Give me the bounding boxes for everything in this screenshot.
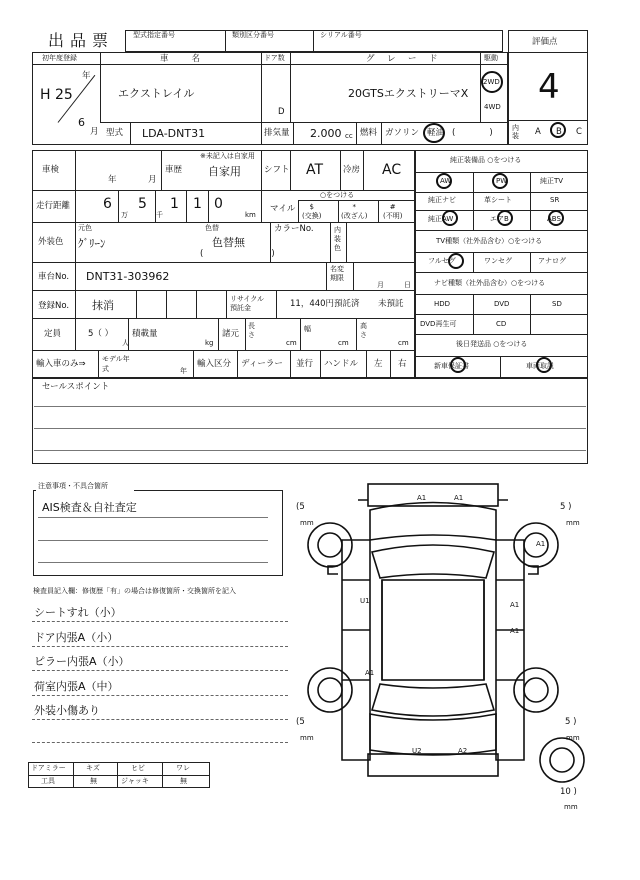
divider [381,122,382,145]
sales-point-label: セールスポイント [42,382,110,392]
spare-mm: mm [564,803,578,811]
grade-value: 20GTSエクストリーマX [348,87,469,100]
divider [161,150,162,190]
tire-rl-mm: mm [300,734,314,742]
roof [382,580,484,680]
rule [32,621,288,622]
tire-fl-value: 5 [299,502,305,512]
month-mark: 月 [377,281,384,289]
divider [353,262,354,290]
left-side [342,540,370,760]
spare-tire [540,738,584,782]
mileage-sen: 千 [156,211,163,219]
recycle-value: 11，440円預託済 [290,299,360,309]
divider [298,200,415,201]
divider [128,318,129,350]
mileage-man: 万 [121,211,128,219]
divider [32,190,415,191]
rule [38,517,268,518]
door-value: D [278,107,285,117]
page-title: 出品票 [48,31,115,50]
rule [32,719,288,720]
divider [298,200,299,222]
tire-rl-value: 5 [299,717,305,727]
navi-cd: CD [496,320,507,328]
divider [473,294,474,334]
mileage-digit-2: 5 [138,196,147,212]
equip-aw-circle [436,173,452,189]
table-tools-value: 無 [90,777,97,785]
handle-label: ハンドル [324,359,359,369]
equip-leather: 革シート [484,196,512,204]
header-ids-box [125,30,503,52]
divider [32,318,415,319]
mile-option-exchange: $ (交換) [302,203,322,220]
color-change-label: 色替 [205,224,219,232]
right-side [496,540,524,760]
divider [162,762,163,788]
divider [261,122,262,145]
divider [245,318,246,350]
divider [530,252,531,272]
equipment-title: 純正装備品 ○をつける [450,156,522,164]
mile-note: ○をつける [320,191,355,199]
divider [415,272,588,273]
shaken-label: 車検 [42,165,60,175]
navi-title: ナビ種類（社外品含む）○をつける [434,279,546,287]
divider [300,318,301,350]
equip-pw-circle [492,173,508,189]
equip-sr: SR [550,196,560,204]
mileage-km: km [245,211,256,219]
rear-hatch [370,714,496,755]
front-left-wheel [308,523,352,567]
navi-dvd: DVD [494,300,510,308]
divider [415,192,588,193]
shift-value: AT [306,162,324,178]
reg-value: 抹消 [92,299,114,312]
divider [276,290,277,318]
interior-color-label: 内装色 [334,226,341,252]
color-value: ｸﾞﾘｰﾝ [78,237,106,250]
windshield [372,545,494,578]
fuel-gasoline: ガソリン [385,128,420,138]
drive-label: 駆動 [484,54,498,62]
equip-airbag: エアB [490,215,509,223]
mark-top-1: A1 [417,494,427,502]
divider [415,294,588,295]
mark-left-front: U1 [360,597,370,605]
rule [38,562,268,563]
divider [226,290,227,318]
rule [34,450,586,451]
divider [32,64,508,65]
model-code-label: 型式 [106,128,124,138]
notes-title: 注意事項・不具合箇所 [38,482,108,490]
tire-rr-depth: 5 ) [565,717,577,727]
dims-label: 諸元 [222,329,240,339]
navi-sd: SD [552,300,562,308]
divider [473,172,474,230]
divider [290,150,291,190]
usage-note: ※未記入は自家用 [200,152,255,160]
divider [378,200,379,222]
divider [193,350,194,378]
divider [415,334,588,335]
mark-right-side-1: A1 [510,601,520,609]
rule [32,742,288,743]
ac-label: 冷房 [343,165,361,175]
divider [530,172,531,230]
rule [32,646,288,647]
divider [366,350,367,378]
sales-point-box [32,378,588,464]
import-parallel: 並行 [296,359,314,369]
divider [480,52,481,122]
later-warranty-circle [450,357,466,373]
rear-right-wheel [514,668,558,712]
divider [261,190,262,222]
later-title: 後日発送品 ○をつける [456,340,528,348]
spare-value: 10 [560,787,571,797]
table-header-mirror: ドアミラー [31,764,66,772]
height-cm: cm [398,339,409,347]
mileage-digit-1: 6 [103,196,112,212]
remark-3: ピラー内張A（小） [34,655,130,668]
kg-label: kg [205,339,214,347]
divider [261,150,262,190]
tire-fr-value: 5 [560,502,566,512]
drive-4wd: 4WD [484,103,501,111]
divider [390,350,391,378]
divider [508,52,588,53]
month-num: 6 [78,116,85,129]
table-tools: 工具 [41,777,55,785]
remark-5: 外装小傷あり [34,704,100,717]
tv-fullseg-circle [448,253,464,269]
import-dealer: ディーラー [241,359,283,369]
mark-bottom-2: A2 [458,747,468,755]
divider [261,52,262,122]
fuel-diesel: 軽油 [427,128,445,138]
divider [326,262,327,290]
shaken-month: 月 [148,175,157,185]
note-line-1: AIS検査＆自社査定 [42,501,137,514]
mileage-label: 走行距離 [36,201,71,211]
chassis-label: 車台No. [38,272,70,282]
mileage-digit-5: 0 [214,196,223,212]
interior-b-circle [550,122,566,138]
divider [134,490,283,491]
later-warranty: 新車保証書 [434,362,469,370]
divider [117,762,118,788]
fuel-label: 燃料 [360,128,378,138]
first-reg-label: 初年度登録 [42,54,77,62]
interior-label: 内装 [512,124,519,140]
spare-depth: 10 ) [560,787,577,797]
divider [73,762,74,788]
fuel-paren: ( ) [452,128,493,138]
divider [32,350,415,351]
score-label: 評価点 [532,37,558,47]
width-cm: cm [338,339,349,347]
rule [32,670,288,671]
divider [100,122,508,123]
length-cm: cm [286,339,297,347]
divider [330,222,331,262]
equip-tv: 純正TV [540,177,564,185]
equip-abs: ABS [547,215,561,223]
model-designation-label: 型式指定番号 [133,31,175,39]
divider [225,30,226,52]
divider [32,262,415,263]
handle-left: 左 [374,359,383,369]
later-manual: 車両取説 [526,362,554,370]
divider [346,222,347,262]
equip-airbag-circle [497,210,513,226]
remark-4: 荷室内張A（中） [34,680,119,693]
later-manual-circle [536,357,552,373]
divider [313,30,314,52]
mileage-digit-3: 1 [170,196,179,212]
tire-fr-depth: 5 ) [560,502,572,512]
divider [320,350,321,378]
divider [415,314,588,315]
equip-genuine-aw: 純正AW [428,215,454,223]
model-code: LDA-DNT31 [142,127,206,140]
mark-right-side-2: A1 [510,627,520,635]
divider [508,120,588,121]
interior-a: A [535,127,541,137]
name-change-label: 名変期限 [330,265,344,282]
rule [34,428,586,429]
import-label: 輸入車のみ⇒ [36,359,86,369]
divider [136,290,137,318]
remark-2: ドア内張A（小） [34,631,119,644]
divider [32,290,415,291]
model-year-label: モデル年式 [102,355,130,373]
inspector-label: 検査員記入欄：修復歴「有」の場合は修復箇所・交換箇所を記入 [33,587,236,595]
first-reg-era: H 25 [40,87,73,103]
color-label: 外装色 [38,237,64,247]
divider [338,200,339,222]
fuel-diesel-circle [423,123,445,143]
divider [415,252,588,253]
mile-option-unknown: # (不明) [383,203,403,220]
interior-b: B [556,127,562,137]
divider [218,318,219,350]
shaken-year: 年 [108,175,117,185]
tire-fl-mm: mm [300,519,314,527]
equip-genuine-aw-circle [442,210,458,226]
rule [34,406,586,407]
tire-fl-depth: (5 [296,502,305,512]
interior-c: C [576,127,582,137]
divider [28,775,210,776]
tv-fullseg: フルセグ [428,257,456,265]
divider [118,190,119,222]
divider [166,290,167,318]
color-change-value: 色替無 [212,236,245,249]
car-diagram [290,470,590,820]
cc-label: cc [345,132,353,140]
rule [38,540,268,541]
tire-fr-mm: mm [566,519,580,527]
divider [75,150,76,350]
mileage-digit-4: 1 [193,196,202,212]
load-label: 積載量 [132,329,158,339]
divider [473,252,474,272]
divider [270,222,271,262]
handle-right: 右 [398,359,407,369]
mark-top-2: A1 [454,494,464,502]
tv-analog: アナログ [538,257,566,265]
shift-label: シフト [264,165,290,175]
table-jack-value: 無 [180,777,187,785]
rear-left-wheel [308,668,352,712]
rule [32,695,288,696]
divider [33,490,36,491]
rear-glass [372,684,494,716]
recycle-label: リサイクル預託金 [230,295,265,312]
ac-value: AC [382,162,402,178]
orig-color-label: 元色 [78,224,92,232]
main-grid-box [32,150,415,378]
tire-rl-depth: (5 [296,717,305,727]
divider [186,190,187,222]
grade-label: グ レ ー ド [366,54,440,64]
class-number-label: 類別区分番号 [232,31,274,39]
hood [370,503,496,541]
divider [340,150,341,190]
displacement-value: 2.000 [310,127,342,140]
tire-rr-mm: mm [566,734,580,742]
chassis-value: DNT31-303962 [86,270,170,283]
serial-number-label: シリアル番号 [320,31,362,39]
table-header-crack: ヒビ [131,764,145,772]
import-type-label: 輸入区分 [197,359,232,369]
divider [32,222,415,223]
navi-dvd-playback: DVD再生可 [420,320,457,328]
door-label: ドア数 [264,54,285,62]
navi-hdd: HDD [434,300,451,308]
reg-label: 登録No. [38,301,70,311]
person-label: 人 [122,339,129,347]
divider [290,52,291,122]
capacity-label: 定員 [44,329,62,339]
divider [415,356,588,357]
table-jack: ジャッキ [121,777,149,785]
color-no-label: カラーNo. [274,224,314,234]
divider [196,290,197,318]
divider [100,52,101,122]
recycle-unpaid: 未預託 [378,299,404,309]
remark-1: シートすれ（小） [34,606,122,619]
width-label: 幅 [304,325,311,333]
equip-aw: AW [440,177,452,185]
left-doors [342,580,370,680]
mark-left-rear: A1 [365,669,375,677]
paren: ( ) [200,249,275,259]
capacity-value: 5（ ） [88,329,114,339]
usage-label: 車歴 [165,165,183,175]
day-mark: 日 [404,281,411,289]
divider [530,294,531,334]
divider [290,350,291,378]
year-suffix: 年 [82,71,91,81]
height-label: 高さ [360,322,367,339]
drive-2wd-circle [481,71,503,93]
divider [130,122,131,145]
tv-title: TV種類（社外品含む）○をつける [436,237,543,245]
divider [500,356,501,378]
mark-bottom-1: U2 [412,747,422,755]
month-suffix: 月 [90,127,99,137]
divider [237,350,238,378]
usage-value: 自家用 [208,165,241,178]
divider [356,122,357,145]
car-name-label: 車 名 [160,54,203,64]
mark-right-front: A1 [536,540,546,548]
equip-abs-circle [548,210,564,226]
equip-pw: PW [496,177,508,185]
divider [363,150,364,190]
divider [155,190,156,222]
score-value: 4 [538,67,560,107]
divider [98,350,99,378]
drive-2wd: 2WD [483,78,500,86]
mile-label: マイル [270,204,296,214]
tire-rr-value: 5 [565,717,571,727]
length-label: 長さ [248,322,255,339]
displacement-label: 排気量 [264,128,290,138]
car-name: エクストレイル [118,87,195,100]
rear-bumper [368,754,498,776]
divider [293,122,294,145]
divider [208,190,209,222]
equip-navi: 純正ナビ [428,196,456,204]
tv-oneseg: ワンセグ [484,257,512,265]
table-header-break: ワレ [176,764,190,772]
model-year-suffix: 年 [180,367,187,375]
table-header-scratch: キズ [86,764,100,772]
divider [356,318,357,350]
divider [415,230,588,231]
mile-option-tampered: * (改ざん) [341,203,368,220]
